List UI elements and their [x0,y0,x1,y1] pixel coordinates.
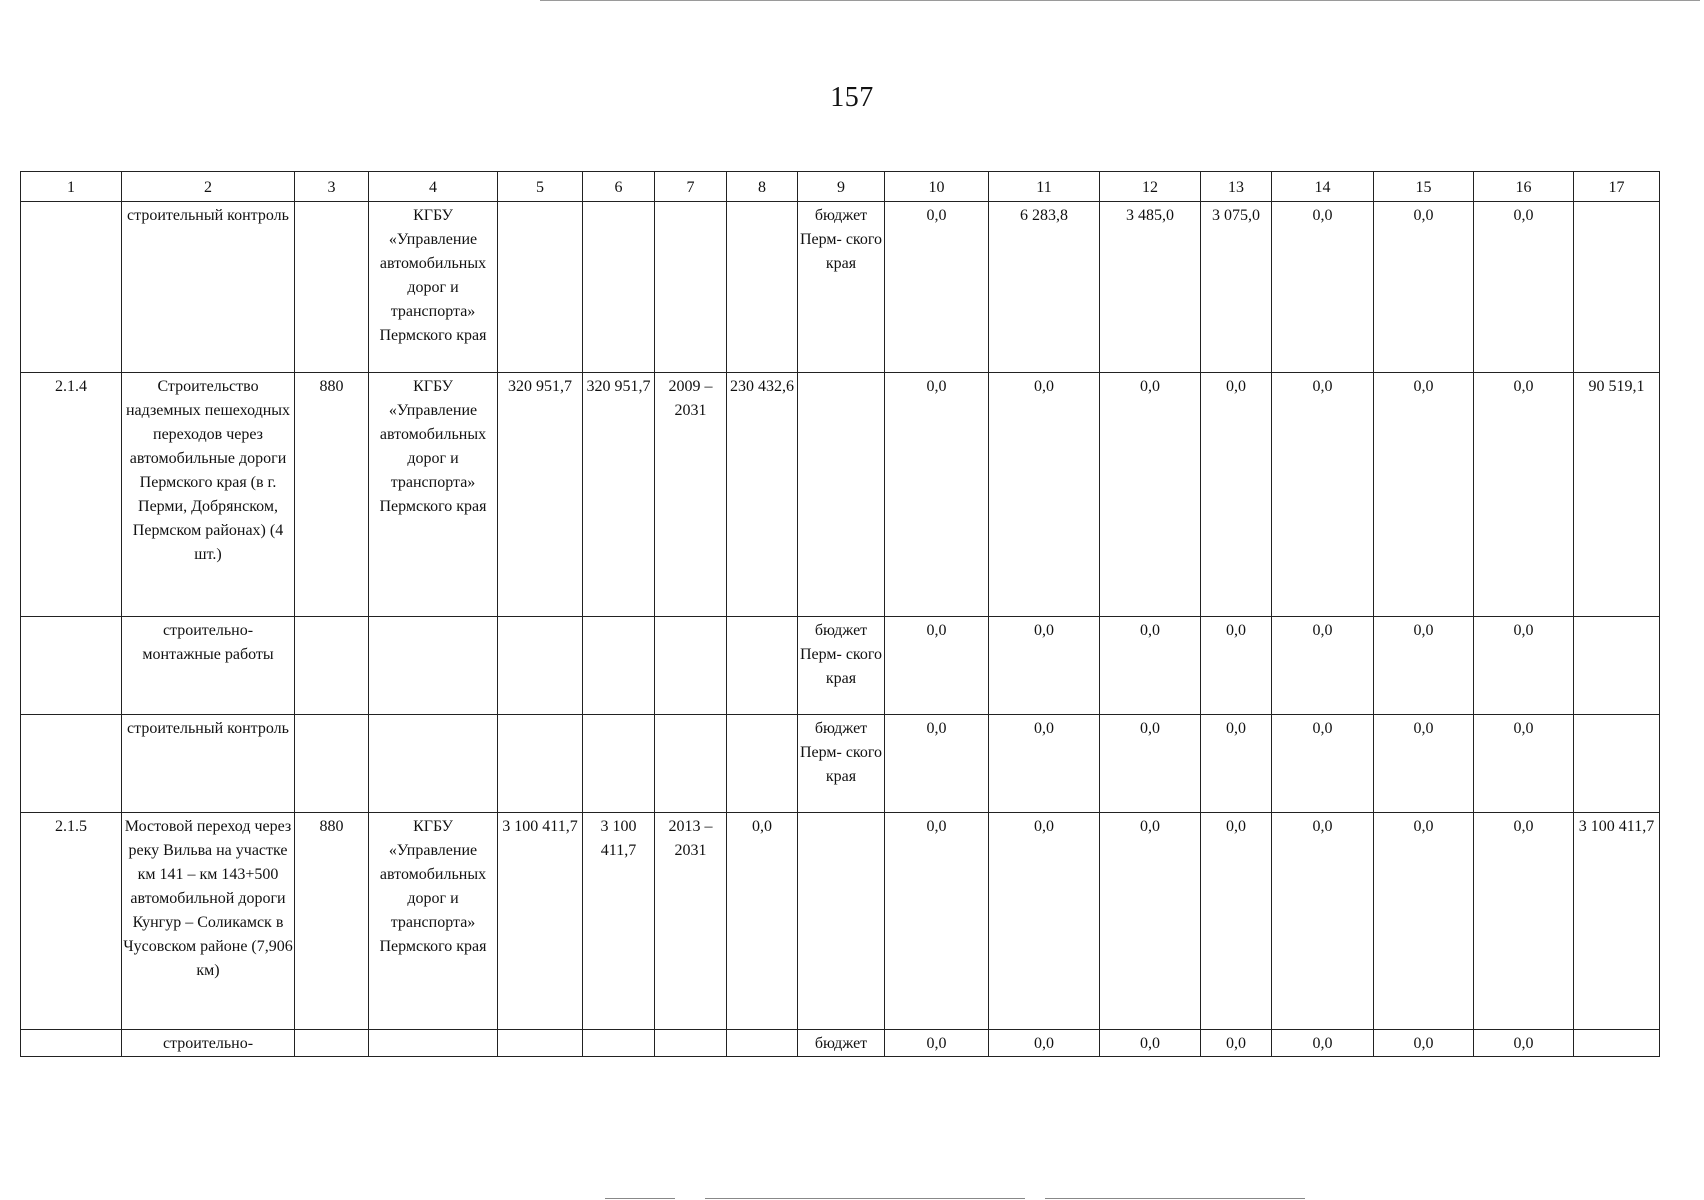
cell-7 [655,1030,727,1057]
cell-14: 0,0 [1272,617,1374,715]
cell-17 [1574,202,1660,373]
table-row [21,373,1660,617]
budget-table [20,171,1660,1057]
cell-source [798,813,885,1030]
cell-6 [583,202,655,373]
cell-11: 6 283,8 [989,202,1100,373]
column-header: 3 [295,172,369,202]
cell-5: 320 951,7 [498,373,583,617]
cell-3: 880 [295,813,369,1030]
cell-8 [727,715,798,813]
cell-3: 880 [295,373,369,617]
cell-13: 0,0 [1201,813,1272,1030]
cell-6 [583,1030,655,1057]
cell-3 [295,617,369,715]
cell-7: 2009 – 2031 [655,373,727,617]
column-header: 5 [498,172,583,202]
cell-6 [583,617,655,715]
cell-5 [498,715,583,813]
cell-11: 0,0 [989,715,1100,813]
column-header: 6 [583,172,655,202]
cell-10: 0,0 [885,202,989,373]
cell-10: 0,0 [885,617,989,715]
cell-executor: КГБУ «Управление автомобильных дорог и транспорта» Пермского края [369,202,498,373]
cell-7 [655,715,727,813]
cell-14: 0,0 [1272,715,1374,813]
cell-15: 0,0 [1374,715,1474,813]
cell-16: 0,0 [1474,715,1574,813]
cell-12: 0,0 [1100,715,1201,813]
cell-source: бюджет Перм- ского края [798,715,885,813]
cell-source: бюджет [798,1030,885,1057]
cell-code [21,202,122,373]
cell-name: строительный контроль [122,715,295,813]
cell-17: 3 100 411,7 [1574,813,1660,1030]
column-header: 9 [798,172,885,202]
column-header: 12 [1100,172,1201,202]
cell-16: 0,0 [1474,1030,1574,1057]
bottom-scan-line [1045,1198,1305,1199]
cell-5 [498,1030,583,1057]
cell-7: 2013 – 2031 [655,813,727,1030]
cell-5 [498,202,583,373]
cell-5: 3 100 411,7 [498,813,583,1030]
cell-3 [295,1030,369,1057]
column-header: 10 [885,172,989,202]
cell-executor: КГБУ «Управление автомобильных дорог и транспорта» Пермского края [369,813,498,1030]
header-row [21,172,1660,202]
cell-10: 0,0 [885,715,989,813]
column-header: 15 [1374,172,1474,202]
top-scan-line [540,0,1700,1]
cell-13: 0,0 [1201,617,1272,715]
column-header: 1 [21,172,122,202]
cell-executor [369,1030,498,1057]
cell-code: 2.1.4 [21,373,122,617]
cell-14: 0,0 [1272,813,1374,1030]
cell-11: 0,0 [989,813,1100,1030]
column-header: 4 [369,172,498,202]
cell-13: 0,0 [1201,373,1272,617]
cell-11: 0,0 [989,1030,1100,1057]
cell-10: 0,0 [885,1030,989,1057]
cell-code [21,617,122,715]
cell-3 [295,715,369,813]
cell-executor: КГБУ «Управление автомобильных дорог и транспорта» Пермского края [369,373,498,617]
cell-name: Строительство надземных пешеходных переходов через автомобильные дороги Пермского края (в г. Перми, Добрянском, Пермском районах) (4 шт.) [122,373,295,617]
table-row [21,617,1660,715]
cell-10: 0,0 [885,813,989,1030]
cell-17: 90 519,1 [1574,373,1660,617]
column-header: 17 [1574,172,1660,202]
column-header: 2 [122,172,295,202]
cell-7 [655,202,727,373]
cell-code [21,715,122,813]
cell-3 [295,202,369,373]
cell-source: бюджет Перм- ского края [798,617,885,715]
cell-16: 0,0 [1474,617,1574,715]
cell-14: 0,0 [1272,1030,1374,1057]
column-header: 13 [1201,172,1272,202]
cell-17 [1574,617,1660,715]
cell-16: 0,0 [1474,202,1574,373]
cell-8 [727,202,798,373]
cell-12: 0,0 [1100,373,1201,617]
cell-16: 0,0 [1474,813,1574,1030]
cell-name: Мостовой переход через реку Вильва на участке км 141 – км 143+500 автомобильной дороги Кунгур – Соликамск в Чусовском районе (7,906 км) [122,813,295,1030]
cell-code: 2.1.5 [21,813,122,1030]
column-header: 11 [989,172,1100,202]
cell-source: бюджет Перм- ского края [798,202,885,373]
cell-13: 0,0 [1201,1030,1272,1057]
cell-6: 320 951,7 [583,373,655,617]
cell-12: 3 485,0 [1100,202,1201,373]
cell-8 [727,1030,798,1057]
cell-name: строительно- монтажные работы [122,617,295,715]
cell-source [798,373,885,617]
column-header: 14 [1272,172,1374,202]
cell-12: 0,0 [1100,813,1201,1030]
table-row [21,813,1660,1030]
column-header: 8 [727,172,798,202]
cell-16: 0,0 [1474,373,1574,617]
cell-17 [1574,1030,1660,1057]
cell-12: 0,0 [1100,1030,1201,1057]
cell-7 [655,617,727,715]
cell-15: 0,0 [1374,202,1474,373]
cell-13: 0,0 [1201,715,1272,813]
cell-13: 3 075,0 [1201,202,1272,373]
cell-name: строительно- [122,1030,295,1057]
cell-15: 0,0 [1374,617,1474,715]
cell-name: строительный контроль [122,202,295,373]
cell-executor [369,617,498,715]
cell-8: 0,0 [727,813,798,1030]
cell-17 [1574,715,1660,813]
bottom-scan-line [605,1198,675,1199]
cell-15: 0,0 [1374,813,1474,1030]
cell-15: 0,0 [1374,1030,1474,1057]
table-row [21,202,1660,373]
cell-8 [727,617,798,715]
cell-14: 0,0 [1272,373,1374,617]
cell-code [21,1030,122,1057]
cell-14: 0,0 [1272,202,1374,373]
bottom-scan-line [705,1198,1025,1199]
cell-5 [498,617,583,715]
cell-10: 0,0 [885,373,989,617]
table-row [21,715,1660,813]
cell-11: 0,0 [989,373,1100,617]
cell-12: 0,0 [1100,617,1201,715]
cell-executor [369,715,498,813]
cell-6 [583,715,655,813]
column-header: 16 [1474,172,1574,202]
cell-6: 3 100 411,7 [583,813,655,1030]
page-number: 157 [830,82,874,113]
cell-15: 0,0 [1374,373,1474,617]
table-row [21,1030,1660,1057]
column-header: 7 [655,172,727,202]
cell-11: 0,0 [989,617,1100,715]
cell-8: 230 432,6 [727,373,798,617]
